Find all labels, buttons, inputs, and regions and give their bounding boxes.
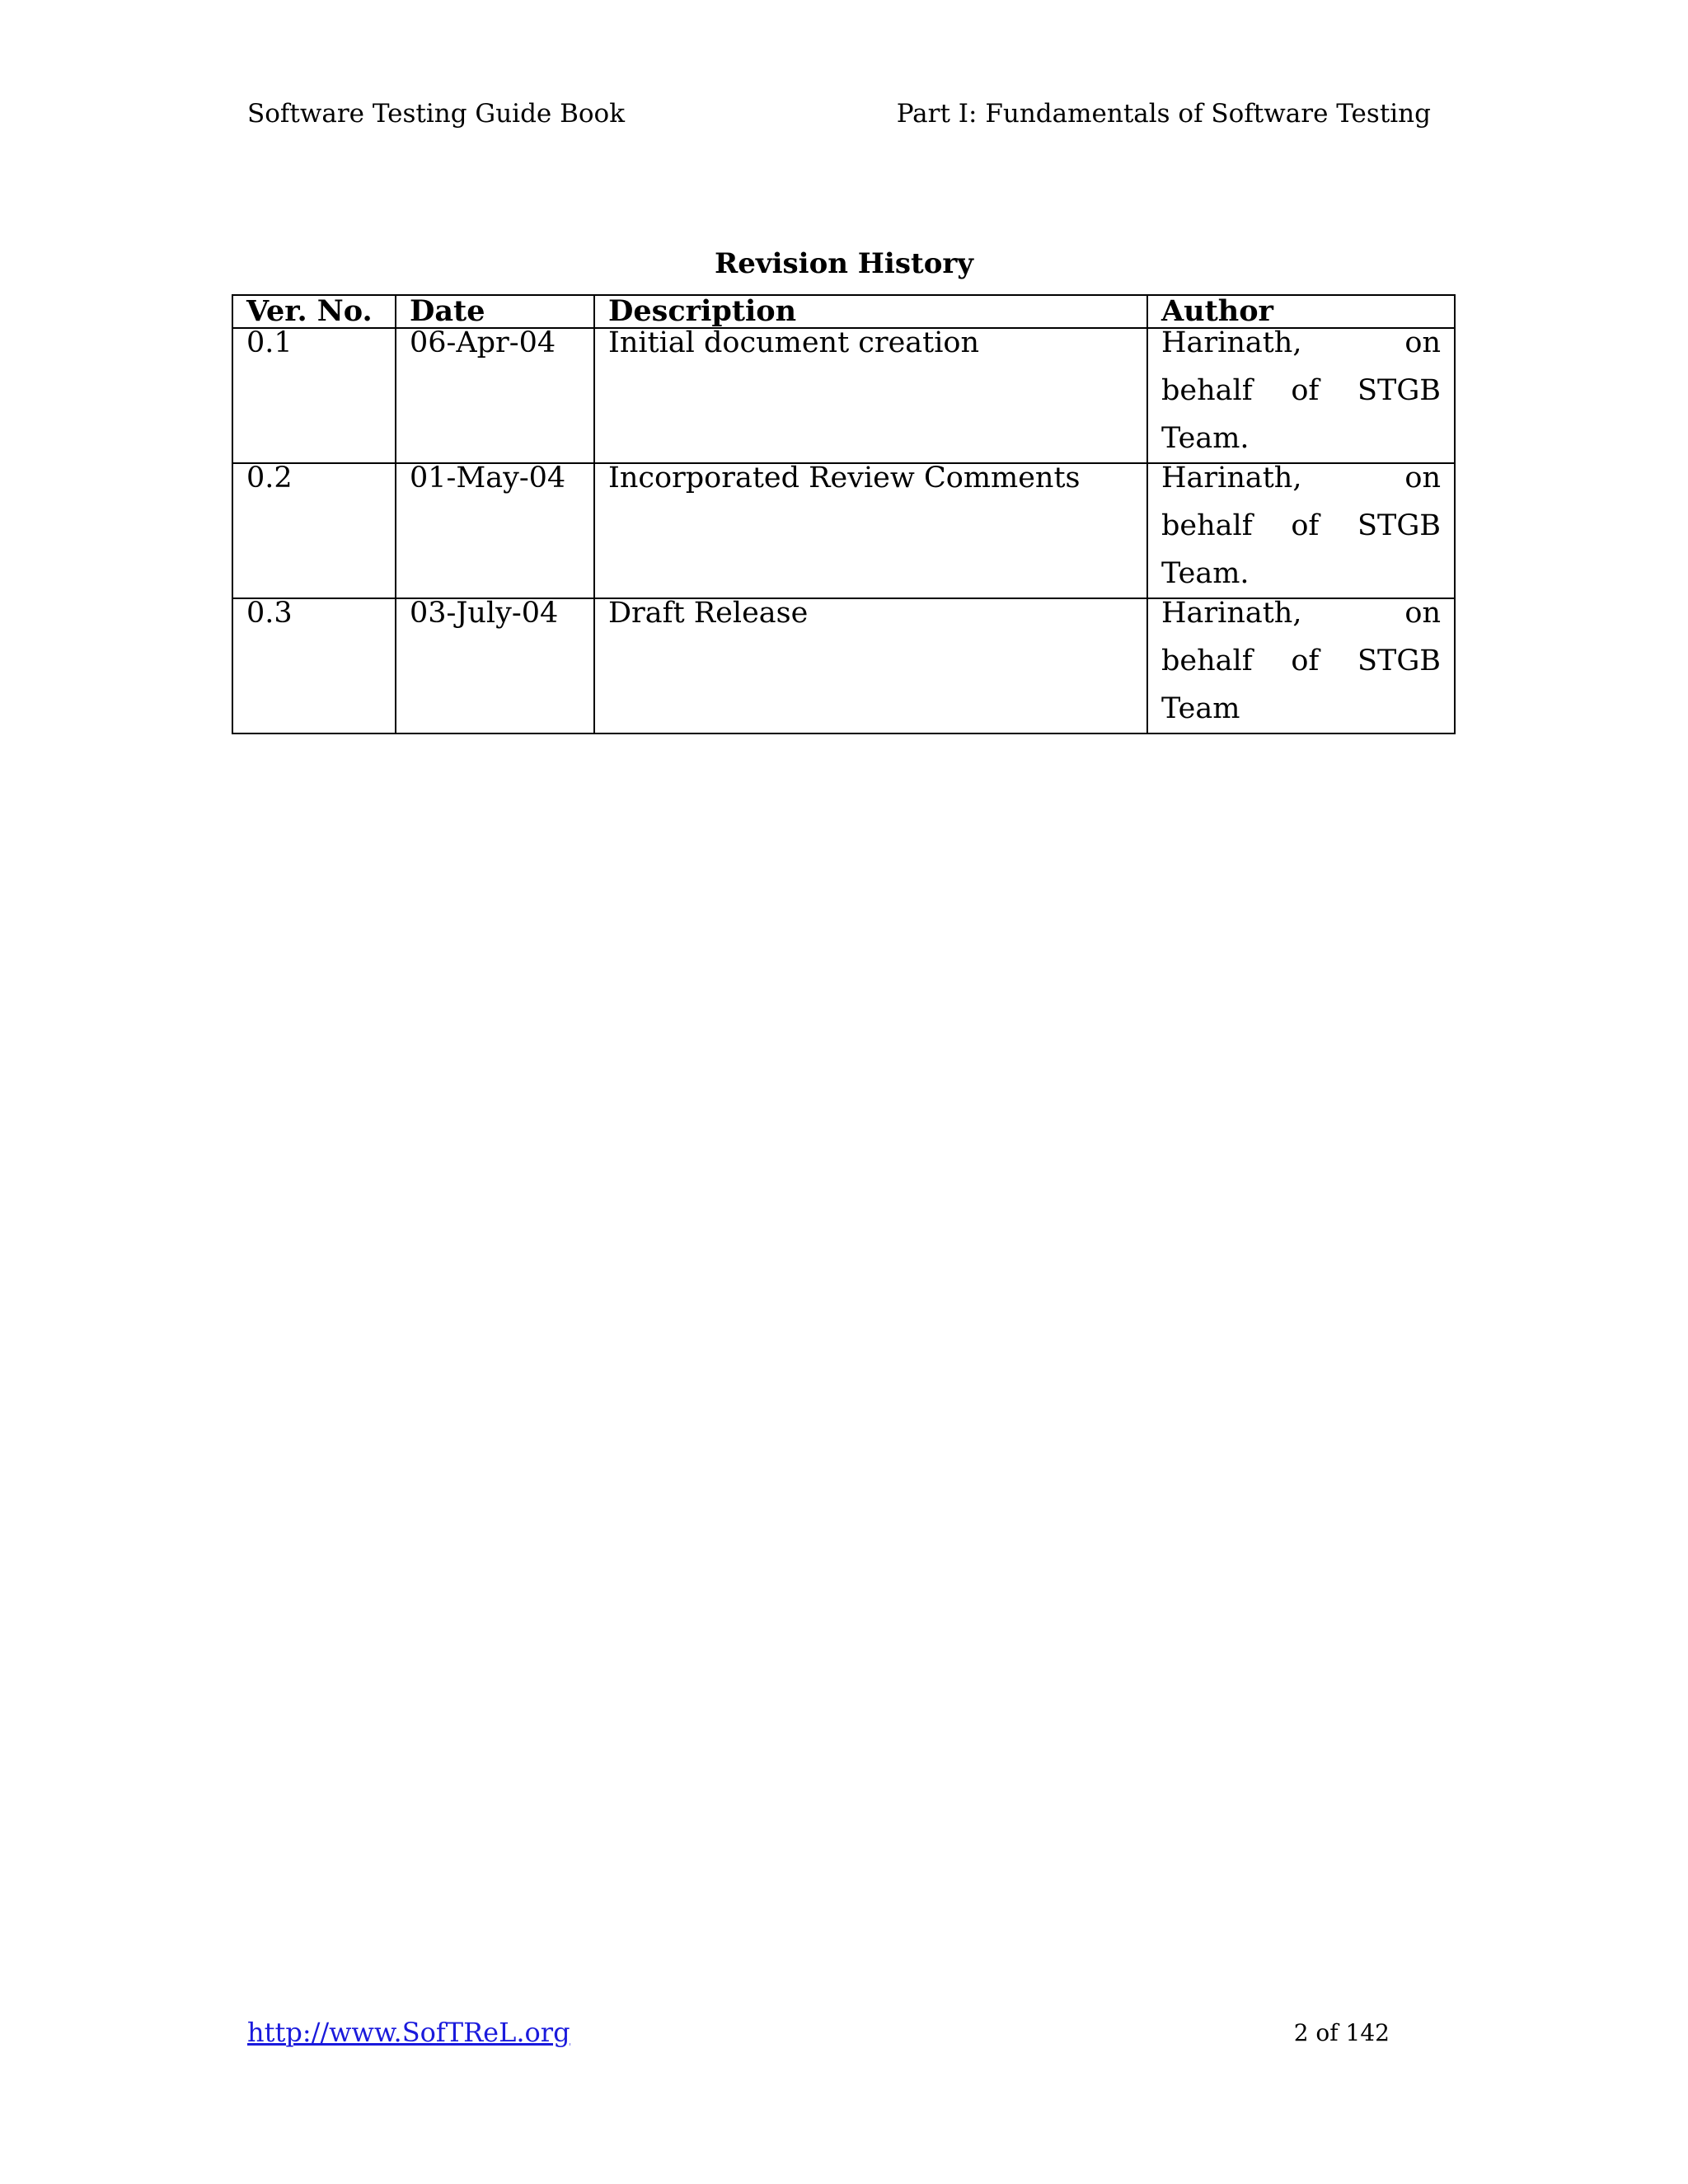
revision-history-table <box>232 294 1456 734</box>
version-cell <box>232 598 396 733</box>
column-header-author: Author <box>1147 295 1455 328</box>
version-value: 0.3 <box>246 597 293 630</box>
description-cell <box>594 328 1147 463</box>
version-cell <box>232 328 396 463</box>
running-header-part-title: Part I: Fundamentals of Software Testing <box>896 99 1431 129</box>
date-cell <box>396 328 594 463</box>
author-cell <box>1147 598 1455 733</box>
running-header-book-title: Software Testing Guide Book <box>247 99 626 129</box>
version-cell <box>232 463 396 598</box>
version-value: 0.1 <box>246 326 293 359</box>
description-value: Incorporated Review Comments <box>608 462 1081 494</box>
description-value: Initial document creation <box>608 326 980 359</box>
column-header-version: Ver. No. <box>232 295 396 328</box>
author-value: Harinath, on behalf of STGB Team. <box>1161 462 1441 590</box>
date-value: 03-July-04 <box>410 597 559 630</box>
author-cell <box>1147 328 1455 463</box>
date-value: 06-Apr-04 <box>410 326 556 359</box>
author-value: Harinath, on behalf of STGB Team. <box>1161 326 1441 455</box>
column-header-date: Date <box>396 295 594 328</box>
table-row <box>232 328 1455 463</box>
page-number: 2 of 142 <box>1293 2019 1390 2046</box>
date-value: 01-May-04 <box>410 462 566 494</box>
date-cell <box>396 463 594 598</box>
date-cell <box>396 598 594 733</box>
revision-history-title: Revision History <box>714 247 974 280</box>
description-value: Draft Release <box>608 597 809 630</box>
author-cell <box>1147 463 1455 598</box>
softrel-website-link[interactable]: http://www.SofTReL.org <box>247 2017 570 2048</box>
author-value: Harinath, on behalf of STGB Team <box>1161 597 1441 725</box>
table-row <box>232 463 1455 598</box>
table-row <box>232 598 1455 733</box>
description-cell <box>594 598 1147 733</box>
column-header-description: Description <box>594 295 1147 328</box>
description-cell <box>594 463 1147 598</box>
version-value: 0.2 <box>246 462 293 494</box>
